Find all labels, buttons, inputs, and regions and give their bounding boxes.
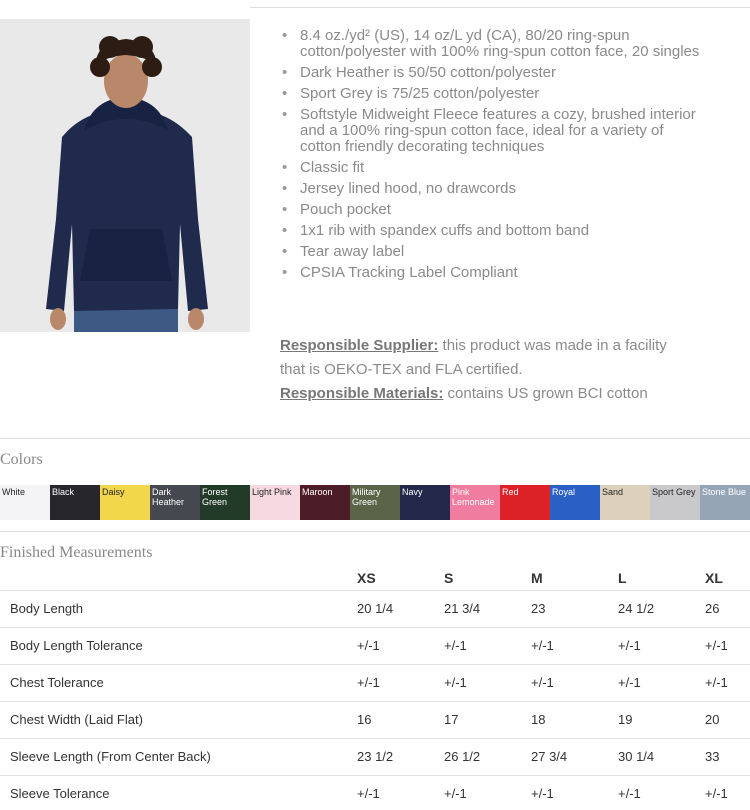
section-divider [0,531,750,532]
measurement-value: +/-1 [444,627,531,664]
color-swatch[interactable]: Light Pink [250,485,300,520]
measurement-value: +/-1 [531,627,618,664]
measurement-label: Body Length Tolerance [0,627,357,664]
responsible-supplier [280,334,720,358]
measurement-label: Chest Width (Laid Flat) [0,701,357,738]
measurement-value: 23 [531,590,618,627]
feature-item: • Pouch pocket [280,202,700,218]
table-row [0,738,750,775]
measurement-value: +/-1 [357,664,444,701]
measurement-value: +/-1 [618,627,705,664]
measurement-label: Chest Tolerance [0,664,357,701]
feature-item: • Jersey lined hood, no drawcords [280,181,700,197]
table-row [0,590,750,627]
color-swatch[interactable]: Navy [400,485,450,520]
measurement-value: +/-1 [444,775,531,810]
responsible-supplier-cont: that is OEKO-TEX and FLA certified. [280,361,523,378]
measurement-value: 21 3/4 [444,590,531,627]
color-swatch[interactable]: Red [500,485,550,520]
measurement-value: +/-1 [531,664,618,701]
table-row [0,627,750,664]
table-header-row [0,567,750,590]
measurement-value: +/-1 [357,775,444,810]
measurement-value: +/-1 [357,627,444,664]
measurement-value: 19 [618,701,705,738]
size-header: M [531,570,543,587]
measurement-label: Sleeve Length (From Center Back) [0,738,357,775]
color-swatch[interactable]: Military Green [350,485,400,520]
measurement-value: 27 3/4 [531,738,618,775]
measurement-value: +/-1 [705,775,750,810]
measurement-label: Sleeve Tolerance [0,775,357,810]
measurement-label: Body Length [0,590,357,627]
measurement-value: 20 1/4 [357,590,444,627]
responsible-supplier-label: Responsible Supplier: [280,337,439,354]
measurement-value: 18 [531,701,618,738]
measurement-value: 24 1/2 [618,590,705,627]
color-swatch[interactable]: Royal [550,485,600,520]
measurements-table [0,567,750,810]
color-swatch[interactable]: White [0,485,50,520]
table-row [0,664,750,701]
color-swatch[interactable]: Sand [600,485,650,520]
responsible-supplier-text: this product was made in a facility [438,337,667,354]
size-header: L [618,570,627,587]
measurement-value: +/-1 [618,775,705,810]
measurement-value: 30 1/4 [618,738,705,775]
measurement-value: 17 [444,701,531,738]
measurement-value: 16 [357,701,444,738]
size-header: S [444,570,454,587]
table-row [0,701,750,738]
feature-item: • 8.4 oz./yd² (US), 14 oz/L yd (CA), 80/20 ring-spun cotton/polyester with 100% ring-spun cotton face, 20 singles [280,28,700,60]
size-header: XL [705,570,723,587]
color-swatch[interactable]: Forest Green [200,485,250,520]
responsible-info [280,334,720,406]
measurement-value: 23 1/2 [357,738,444,775]
color-swatch[interactable]: Black [50,485,100,520]
measurement-value: +/-1 [705,664,750,701]
measurement-value: 26 [705,590,750,627]
product-photo [0,19,250,332]
responsible-materials-label: Responsible Materials: [280,385,444,402]
header-blank [0,567,357,590]
feature-item: • Dark Heather is 50/50 cotton/polyester [280,65,700,81]
color-swatch[interactable]: Pink Lemonade [450,485,500,520]
measurement-value: +/-1 [444,664,531,701]
measurement-value: 33 [705,738,750,775]
size-header: XS [357,570,376,587]
responsible-materials-text: contains US grown BCI cotton [443,385,648,402]
color-swatch[interactable]: Daisy [100,485,150,520]
feature-item: • Classic fit [280,160,700,176]
measurement-value: 20 [705,701,750,738]
table-row [0,775,750,810]
measurement-value: +/-1 [705,627,750,664]
color-swatch[interactable]: Stone Blue [700,485,750,520]
hoodie-model-image [0,19,250,332]
section-divider [0,438,750,439]
feature-item: • 1x1 rib with spandex cuffs and bottom band [280,223,700,239]
measurement-value: +/-1 [618,664,705,701]
feature-item: • Softstyle Midweight Fleece features a cozy, brushed interior and a 100% ring-spun cotton face, ideal for a variety of cotton friendly decorating techniques [280,107,700,155]
feature-item: • CPSIA Tracking Label Compliant [280,265,700,281]
color-swatch[interactable]: Sport Grey [650,485,700,520]
measurement-value: +/-1 [531,775,618,810]
responsible-materials [280,382,720,406]
color-swatches [0,485,750,520]
color-swatch[interactable]: Dark Heather [150,485,200,520]
top-divider [250,7,750,8]
feature-list [280,28,700,286]
color-swatch[interactable]: Maroon [300,485,350,520]
feature-item: • Sport Grey is 75/25 cotton/polyester [280,86,700,102]
colors-title: Colors [0,451,43,468]
measurements-title: Finished Measurements [0,544,153,561]
feature-item: • Tear away label [280,244,700,260]
measurement-value: 26 1/2 [444,738,531,775]
